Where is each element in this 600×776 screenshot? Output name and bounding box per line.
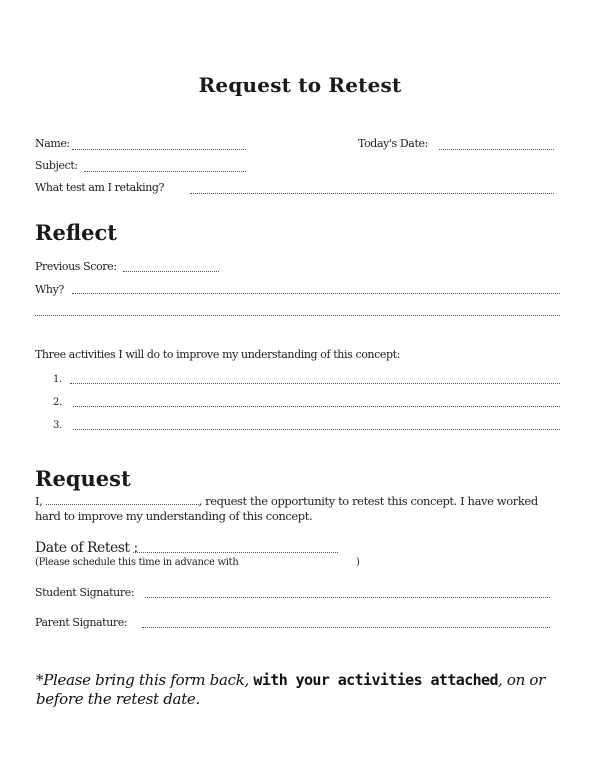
page-title: Request to Retest [198, 73, 402, 97]
statement-prefix: I, [35, 494, 43, 508]
activity-number-2: 2. [53, 397, 62, 408]
activity-number-1: 1. [53, 374, 62, 385]
previous-score-field[interactable] [123, 271, 219, 272]
footer-note [36, 671, 566, 709]
subject-label: Subject: [35, 159, 78, 172]
previous-score-label: Previous Score: [35, 260, 117, 273]
footer-note-suffix: , on or before the retest date. [36, 671, 546, 708]
name-label: Name: [35, 137, 70, 150]
todays-date-field[interactable] [439, 149, 554, 150]
parent-signature-field[interactable] [142, 627, 550, 628]
activity-field-3[interactable] [73, 429, 560, 430]
student-signature-field[interactable] [145, 597, 550, 598]
activity-field-2[interactable] [73, 406, 560, 407]
footer-note-prefix: *Please bring this form back, [36, 671, 254, 689]
why-field-line-2[interactable] [35, 315, 560, 316]
request-heading: Request [35, 466, 131, 491]
retaking-field[interactable] [190, 193, 554, 194]
why-label: Why? [35, 283, 64, 296]
why-field-line-1[interactable] [72, 293, 560, 294]
subject-field[interactable] [84, 171, 246, 172]
activity-field-1[interactable] [70, 383, 560, 384]
retaking-label: What test am I retaking? [35, 181, 165, 194]
date-of-retest-field[interactable] [133, 552, 338, 553]
todays-date-label: Today's Date: [358, 137, 428, 150]
name-field[interactable] [72, 149, 246, 150]
student-signature-label: Student Signature: [35, 586, 135, 599]
student-name-inline-field[interactable] [46, 495, 199, 505]
schedule-note-close: ) [356, 557, 360, 568]
request-statement [35, 494, 565, 524]
activity-number-3: 3. [53, 420, 62, 431]
schedule-note: (Please schedule this time in advance with [35, 557, 239, 568]
parent-signature-label: Parent Signature: [35, 616, 128, 629]
statement-suffix: , request the opportunity to retest this concept. I have worked hard to improve my understanding of this concept. [35, 494, 538, 523]
activities-prompt: Three activities I will do to improve my understanding of this concept: [35, 348, 400, 361]
footer-note-emphasis: with your activities attached [253, 671, 498, 689]
date-of-retest-label: Date of Retest : [35, 540, 138, 556]
reflect-heading: Reflect [35, 220, 117, 245]
